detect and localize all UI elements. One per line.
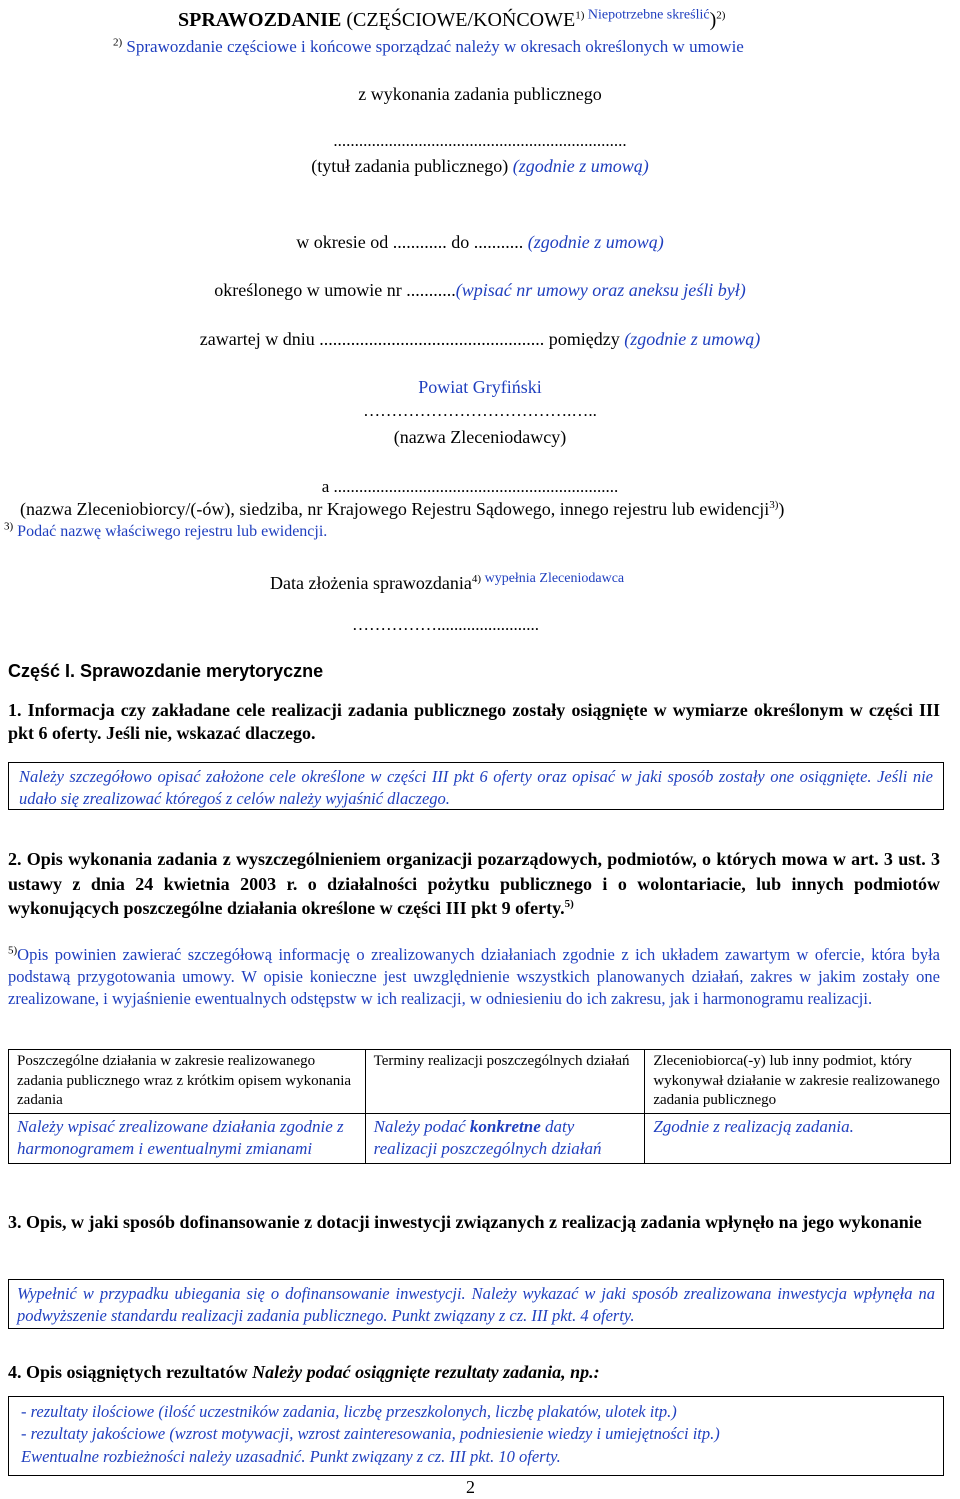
question-1-hint-box[interactable]	[8, 762, 944, 810]
question-4: 4. Opis osiągniętych rezultatów Należy podać osiągnięte rezultaty zadania, np.:	[8, 1362, 600, 1382]
submit-date-dots: ……………........................	[352, 615, 539, 634]
contractor-label: (nazwa Zleceniobiorcy/(-ów), siedziba, nr Krajowego Rejestru Sądowego, innego rejestru lub ewidencji$^{3)}$)	[20, 499, 785, 519]
footnote-2: $^{2)}$ Sprawozdanie częściowe i końcowe sporządzać należy w okresach określonych w umowie	[113, 36, 744, 56]
question-4-line-3: Ewentualne rozbieżności należy uzasadnić. Punkt związany z cz. III pkt. 10 oferty.	[21, 1446, 561, 1466]
activities-table	[8, 1049, 951, 1164]
principal-label: (nazwa Zleceniodawcy)	[393, 427, 567, 447]
question-1-hint: Należy szczegółowo opisać założone cele określone w części III pkt 6 oferty oraz opisać w jaki sposób zostały one osiągnięte. Jeśli nie udało się zrealizować któregoś z celów należy wyjaśnić dlaczego.	[19, 767, 933, 809]
footnote-4: wypełnia Zleceniodawca	[481, 571, 625, 586]
contractor-dots: a ...................................................................	[321, 477, 619, 496]
question-4-line-2: - rezultaty jakościowe (wzrost motywacji, wzrost zainteresowania, podniesienie wiedzy i umiejętności itp.)	[21, 1424, 720, 1444]
table-header-row	[9, 1050, 951, 1114]
footnote-3: $^{3)}$ Podać nazwę właściwego rejestru lub ewidencji.	[4, 520, 328, 540]
report-title: SPRAWOZDANIE (CZĘŚCIOWE/KOŃCOWE$^{1)}$ $^{Niepotrzebne skreślić}$)$^{2)}$	[178, 7, 726, 31]
page-number: 2	[466, 1477, 475, 1497]
question-2-note: $^{5)}$Opis powinien zawierać szczegółową informację o zrealizowanych działaniach zgodnie z ich układem zawartym w ofercie, która była podstawą przygotowania umowy. W opisie konieczne jest uwzględnienie wszystkich planowanych działań, zakres w jakim zostały one zrealizowane, i wyjaśnienie ewentualnych odstępstw w ich realizacji, w odniesieniu do ich zakresu, jak i harmonogramu realizacji.	[8, 944, 941, 1008]
table-header-contractor: Zleceniobiorca(-y) lub inny podmiot, który wykonywał działanie w zakresie realizowanego zadania publicznego	[645, 1050, 951, 1114]
question-1: 1. Informacja czy zakładane cele realizacji zadania publicznego zostały osiągnięte w wymiarze określonym w części III pkt 6 oferty. Jeśli nie, wskazać dlaczego.	[8, 700, 940, 743]
table-header-dates: Terminy realizacji poszczególnych działań	[365, 1050, 645, 1114]
table-cell-contractor[interactable]: Zgodnie z realizacją zadania.	[645, 1113, 951, 1163]
question-2: 2. Opis wykonania zadania z wyszczególnieniem organizacji pozarządowych, podmiotów, o których mowa w art. 3 ust. 3 ustawy z dnia 24 kwietnia 2003 r. o działalności pożytku publicznego i o wolontariacie, lub innych podmiotów wykonujących poszczególne działania określone w części III pkt 9 oferty.$^{5)}$	[8, 849, 940, 919]
report-title-bold: SPRAWOZDANIE	[178, 9, 342, 31]
question-3: 3. Opis, w jaki sposób dofinansowanie z dotacji inwestycji związanych z realizacją zadania wpłynęło na jego wykonanie	[8, 1212, 922, 1232]
period-line: w okresie od ............ do ........... (zgodnie z umową)	[296, 232, 664, 252]
task-title-dots: .....................................................................	[333, 131, 627, 150]
footnote-unneeded: Niepotrzebne skreślić	[584, 7, 710, 23]
table-cell-activities[interactable]: Należy wpisać zrealizowane działania zgodnie z harmonogramem i ewentualnymi zmianami	[9, 1113, 366, 1163]
question-4-hint-box[interactable]	[8, 1396, 944, 1476]
table-cell-dates[interactable]: Należy podać konkretne daty realizacji poszczególnych działań	[365, 1113, 645, 1163]
table-header-activities: Poszczególne działania w zakresie realizowanego zadania publicznego wraz z krótkim opisem wykonania zadania	[9, 1050, 366, 1114]
principal-name: Powiat Gryfiński	[418, 377, 542, 397]
submit-date-label: Data złożenia sprawozdania$^{4)}$ $^{wypełnia Zleceniodawca}$	[270, 571, 625, 593]
question-3-hint-box[interactable]	[8, 1279, 944, 1329]
contract-date-line: zawartej w dniu .................................................. pomiędzy (zgodnie z umową)	[199, 329, 761, 349]
question-3-hint: Wypełnić w przypadku ubiegania się o dofinansowanie inwestycji. Należy wykazać w jaki sposób zrealizowana inwestycja wpłynęła na podwyższenie standardu realizacji zadania publicznego. Punkt związany z cz. III pkt. 4 oferty.	[17, 1284, 935, 1326]
report-subtitle: z wykonania zadania publicznego	[358, 84, 602, 104]
principal-dots: ……………………………….…..	[363, 401, 597, 420]
contract-line: określonego w umowie nr ...........(wpisać nr umowy oraz aneksu jeśli był)	[214, 280, 746, 300]
task-title-label: (tytuł zadania publicznego) (zgodnie z umową)	[311, 156, 649, 176]
part1-heading: Część I. Sprawozdanie merytoryczne	[8, 661, 324, 681]
table-row	[9, 1113, 951, 1163]
question-4-line-1: - rezultaty ilościowe (ilość uczestników zadania, liczbę przeszkolonych, liczbę plakatów, ulotek itp.)	[21, 1402, 677, 1421]
